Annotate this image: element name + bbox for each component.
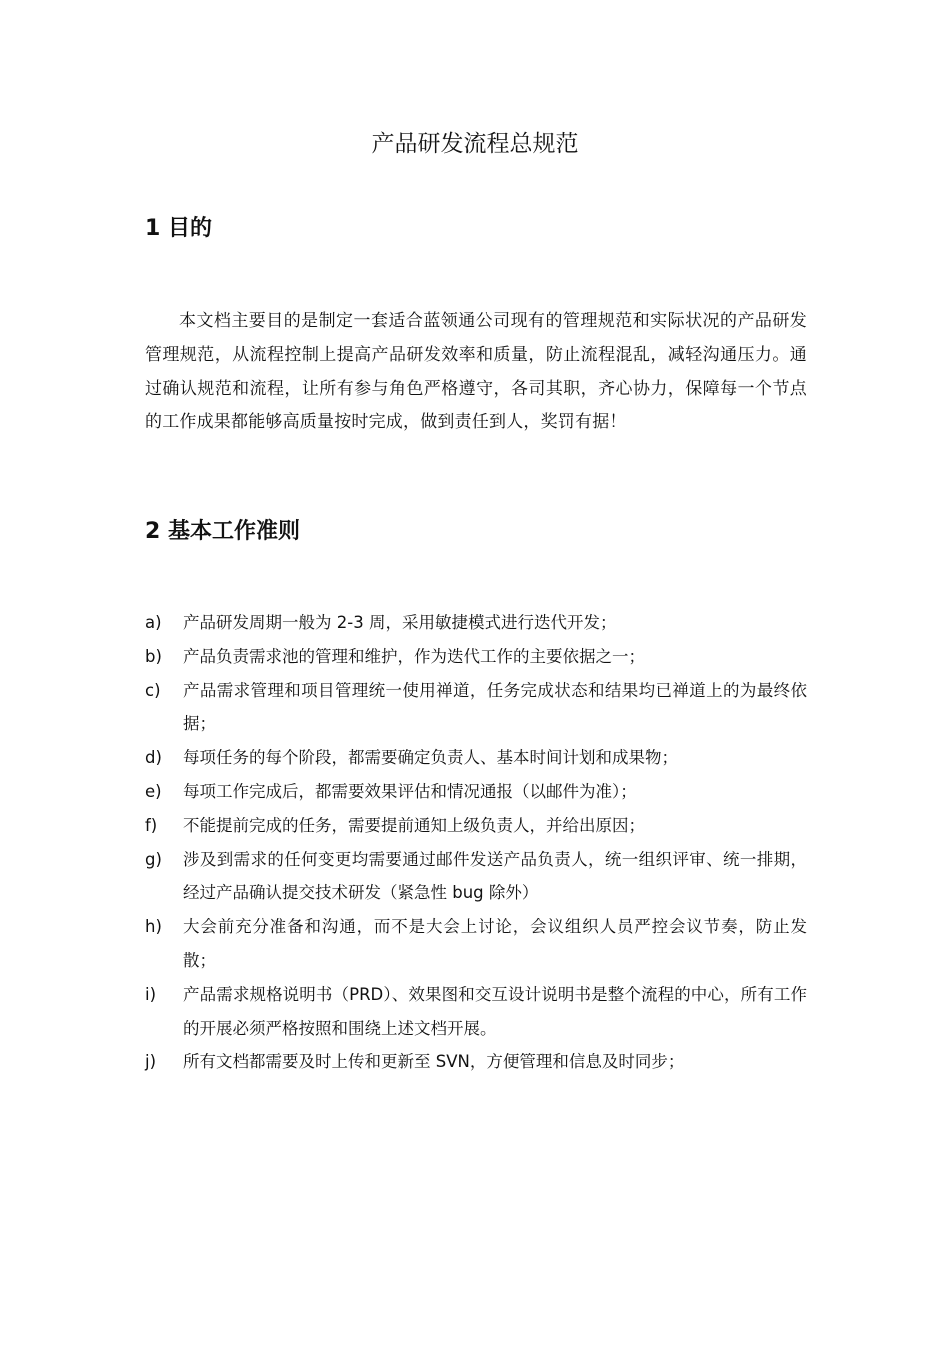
list-item-text: 涉及到需求的任何变更均需要通过邮件发送产品负责人，统一组织评审、统一排期，经过产品确认提交技术研发（紧急性 bug 除外） — [183, 849, 807, 903]
list-item-text: 大会前充分准备和沟通，而不是大会上讨论，会议组织人员严控会议节奏，防止发散； — [183, 917, 807, 970]
list-item-marker: i) — [145, 984, 157, 1004]
list-item-marker: f) — [145, 815, 158, 835]
list-item — [145, 741, 807, 775]
list-item — [145, 640, 807, 674]
list-item — [145, 978, 807, 1046]
list-item — [145, 674, 807, 742]
list-item — [145, 843, 807, 911]
list-item-text: 产品需求规格说明书（PRD）、效果图和交互设计说明书是整个流程的中心，所有工作的开展必须严格按照和围绕上述文档开展。 — [183, 984, 807, 1038]
list-item-marker: j) — [145, 1052, 157, 1072]
list-item-text: 所有文档都需要及时上传和更新至 SVN，方便管理和信息及时同步； — [183, 1052, 685, 1072]
list-item-text: 每项工作完成后，都需要效果评估和情况通报（以邮件为准）； — [183, 781, 637, 801]
list-item-text: 不能提前完成的任务，需要提前通知上级负责人，并给出原因； — [183, 815, 645, 835]
document-title: 产品研发流程总规范 — [371, 131, 579, 157]
list-item — [145, 606, 807, 640]
list-item-text: 每项任务的每个阶段，都需要确定负责人、基本时间计划和成果物； — [183, 748, 678, 768]
list-item-text: 产品研发周期一般为 2-3 周，采用敏捷模式进行迭代开发； — [183, 613, 617, 632]
section-heading-work-rules: 2 基本工作准则 — [145, 519, 300, 544]
list-item-marker: b) — [145, 646, 162, 666]
list-item — [145, 775, 807, 809]
list-item-text: 产品负责需求池的管理和维护，作为迭代工作的主要依据之一； — [183, 646, 645, 666]
list-item-marker: h) — [145, 917, 162, 937]
list-item-marker: c) — [145, 680, 161, 700]
list-item-marker: d) — [145, 748, 162, 768]
list-item-marker: g) — [145, 849, 162, 869]
work-rules-list — [145, 606, 807, 1079]
purpose-paragraph: 本文档主要目的是制定一套适合蓝领通公司现有的管理规范和实际状况的产品研发管理规范，从流程控制上提高产品研发效率和质量，防止流程混乱，减轻沟通压力。通过确认规范和流程，让所有参与角色严格遵守，各司其职，齐心协力，保障每一个节点的工作成果都能够高质量按时完成，做到责任到人，奖罚有据！ — [145, 311, 807, 433]
list-item-text: 产品需求管理和项目管理统一使用禅道，任务完成状态和结果均已禅道上的为最终依据； — [183, 680, 807, 734]
list-item — [145, 809, 807, 843]
list-item — [145, 1045, 807, 1079]
list-item — [145, 910, 807, 978]
section-heading-purpose: 1 目的 — [145, 216, 212, 241]
list-item-marker: e) — [145, 781, 162, 801]
list-item-marker: a) — [145, 613, 162, 632]
